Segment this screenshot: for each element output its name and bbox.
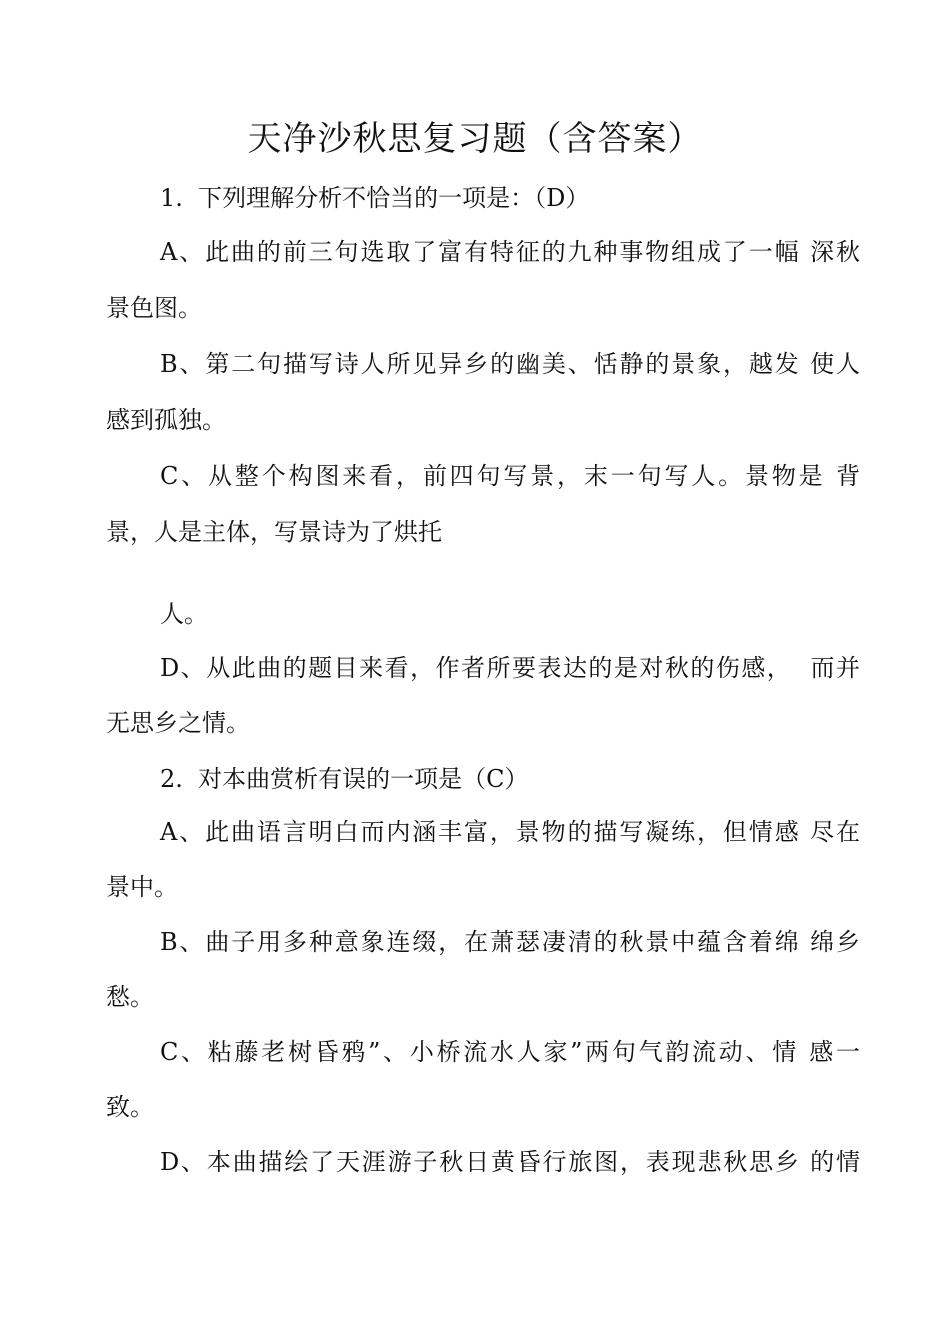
q1-option-a-line-2: 景色图。	[106, 294, 202, 322]
q1-option-b-line-1: B、第二句描写诗人所见异乡的幽美、恬静的景象，越发 使人	[160, 350, 860, 378]
question-1-stem: 1. 下列理解分析不恰当的一项是：（D）	[160, 184, 590, 212]
q2-option-a-line-2: 景中。	[106, 873, 178, 901]
q2-option-c-line-1: C、粘藤老树昏鸦”、小桥流水人家”两句气韵流动、情 感一	[160, 1038, 860, 1066]
q1-option-d-line-2: 无思乡之情。	[106, 709, 250, 737]
q2-option-b-line-2: 愁。	[106, 983, 154, 1011]
q1-option-c-line-3: 人。	[160, 600, 208, 628]
q2-option-b-line-1: B、曲子用多种意象连缀，在萧瑟凄清的秋景中蕴含着绵 绵乡	[160, 928, 860, 956]
q2-option-d-line-1: D、本曲描绘了天涯游子秋日黄昏行旅图，表现悲秋思乡 的情	[160, 1148, 860, 1176]
question-2-stem: 2. 对本曲赏析有误的一项是（C）	[160, 765, 529, 793]
q2-option-c-line-2: 致。	[106, 1093, 154, 1121]
q1-option-c-line-1: C、从整个构图来看，前四句写景，末一句写人。景物是 背	[160, 462, 860, 490]
q1-option-a-line-1: A、此曲的前三句选取了富有特征的九种事物组成了一幅 深秋	[160, 238, 860, 266]
q2-option-a-line-1: A、此曲语言明白而内涵丰富，景物的描写凝练，但情感 尽在	[160, 818, 860, 846]
document-title: 天净沙秋思复习题（含答案）	[247, 119, 703, 159]
q1-option-c-line-2: 景，人是主体，写景诗为了烘托	[106, 518, 442, 546]
q1-option-d-line-1: D、从此曲的题目来看，作者所要表达的是对秋的伤感， 而并	[160, 654, 860, 682]
q1-option-b-line-2: 感到孤独。	[106, 406, 226, 434]
